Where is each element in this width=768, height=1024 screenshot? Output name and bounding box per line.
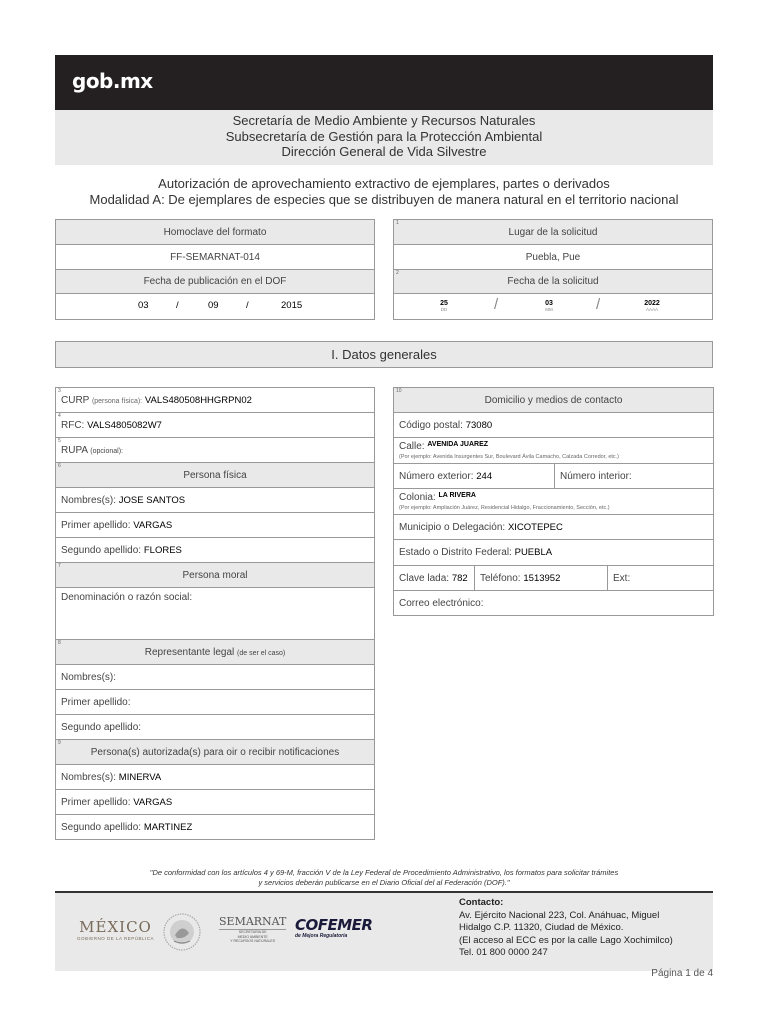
telefono-label: Teléfono: bbox=[480, 572, 521, 584]
calle-field[interactable] bbox=[394, 438, 714, 464]
representante-heading bbox=[56, 640, 375, 665]
aut-segundo-apellido-value: MARTINEZ bbox=[143, 821, 193, 833]
field-number-5: 5 bbox=[58, 438, 61, 444]
agency-line-2: Subsecretaría de Gestión para la Protección Ambiental bbox=[225, 128, 543, 144]
segundo-apellido-field[interactable] bbox=[56, 538, 375, 563]
aut-primer-apellido-label: Primer apellido: bbox=[61, 796, 131, 808]
razon-social-label: Denominación o razón social: bbox=[61, 592, 193, 603]
rupa-note: (opcional): bbox=[90, 447, 123, 455]
colonia-label: Colonia: bbox=[399, 492, 436, 503]
rupa-field[interactable] bbox=[56, 438, 375, 463]
rupa-label: RUPA bbox=[61, 444, 88, 456]
mexico-logo bbox=[77, 918, 154, 941]
dof-day: 03 bbox=[138, 300, 149, 311]
semarnat-logo-text: SEMARNAT bbox=[219, 915, 287, 928]
request-day-label: DD bbox=[440, 307, 448, 312]
lugar-label-cell bbox=[394, 220, 713, 245]
field-number-1: 1 bbox=[396, 220, 399, 226]
rep-segundo-apellido-field[interactable]: Segundo apellido: bbox=[56, 715, 375, 740]
field-number-7: 7 bbox=[58, 563, 61, 569]
telefono-field[interactable] bbox=[475, 566, 608, 591]
semarnat-sub-2: MEDIO AMBIENTE bbox=[237, 934, 268, 939]
request-sep-1: / bbox=[494, 296, 499, 313]
rep-primer-apellido-field[interactable]: Primer apellido: bbox=[56, 690, 375, 715]
section-heading-datos-generales: I. Datos generales bbox=[55, 341, 713, 368]
municipio-value: XICOTEPEC bbox=[507, 521, 563, 533]
semarnat-logo-subtext bbox=[219, 929, 286, 944]
curp-field[interactable] bbox=[56, 388, 375, 413]
field-number-6: 6 bbox=[58, 463, 61, 469]
lada-field[interactable] bbox=[394, 566, 475, 591]
dof-month: 09 bbox=[208, 300, 219, 311]
domicilio-heading bbox=[394, 388, 714, 413]
request-sep-2: / bbox=[596, 296, 601, 313]
aut-primer-apellido-field[interactable] bbox=[56, 790, 375, 815]
dof-sep-1: / bbox=[176, 300, 179, 311]
aut-nombres-field[interactable] bbox=[56, 765, 375, 790]
representante-note: (de ser el caso) bbox=[237, 649, 286, 657]
cp-label: Código postal: bbox=[399, 419, 463, 431]
lada-label: Clave lada: bbox=[399, 572, 450, 584]
legal-note-line-2: y servicios deberán publicarse en el Diario Oficial del al Federación (DOF)." bbox=[258, 878, 510, 887]
persona-moral-title: Persona moral bbox=[182, 569, 248, 581]
page-number: Página 1 de 4 bbox=[651, 968, 713, 979]
lada-value: 782 bbox=[451, 572, 468, 584]
request-year-label: AAAA bbox=[645, 307, 658, 312]
contact-line-3: (El acceso al ECC es por la calle Lago Xochimilco) bbox=[459, 934, 673, 946]
format-info-table bbox=[55, 219, 375, 320]
homoclave-label: Homoclave del formato bbox=[56, 220, 375, 245]
field-number-9: 9 bbox=[58, 740, 61, 746]
national-seal-icon bbox=[163, 911, 201, 953]
cofemer-logo bbox=[295, 916, 372, 939]
estado-value: PUEBLA bbox=[514, 547, 553, 558]
municipio-field[interactable] bbox=[394, 515, 714, 540]
segundo-apellido-value: FLORES bbox=[143, 544, 182, 556]
colonia-field[interactable] bbox=[394, 489, 714, 515]
telefono-value: 1513952 bbox=[523, 572, 561, 584]
rep-nombres-field[interactable]: Nombres(s): bbox=[56, 665, 375, 690]
municipio-label: Municipio o Delegación: bbox=[399, 521, 506, 533]
numext-value: 244 bbox=[476, 470, 493, 482]
numext-field[interactable] bbox=[394, 464, 555, 489]
semarnat-sub-3: Y RECURSOS NATURALES bbox=[230, 939, 276, 943]
colonia-hint: (Por ejemplo: Ampliación Juárez, Residencial Hidalgo, Fraccionamiento, Sección, etc.) bbox=[399, 505, 610, 511]
lugar-value[interactable]: Puebla, Pue bbox=[394, 245, 713, 270]
dof-date-label: Fecha de publicación en el DOF bbox=[56, 270, 375, 294]
aut-nombres-label: Nombres(s): bbox=[61, 771, 117, 783]
header-bar bbox=[55, 55, 713, 110]
contact-title: Contacto: bbox=[459, 897, 504, 908]
dof-date-value bbox=[56, 294, 375, 320]
primer-apellido-label: Primer apellido: bbox=[61, 519, 131, 531]
curp-label: CURP bbox=[61, 394, 90, 406]
semarnat-logo bbox=[219, 915, 286, 944]
aut-segundo-apellido-field[interactable] bbox=[56, 815, 375, 840]
contact-table bbox=[393, 387, 714, 616]
mexico-logo-text: MÉXICO bbox=[79, 918, 152, 936]
colonia-value: LA RIVERA bbox=[438, 492, 476, 499]
contact-phone[interactable]: Tel. 01 800 0000 247 bbox=[459, 947, 548, 958]
field-number-10: 10 bbox=[396, 388, 402, 394]
persona-fisica-title: Persona física bbox=[183, 469, 247, 481]
estado-label: Estado o Distrito Federal: bbox=[399, 547, 512, 558]
legal-note-line-1: "De conformidad con los artículos 4 y 69-M, fracción V de la Ley Federal de Procedimiento Administrativo, los formatos para solicitar trámites bbox=[149, 868, 619, 877]
cp-field[interactable] bbox=[394, 413, 714, 438]
calle-hint: (Por ejemplo: Avenida Insurgentes Sur, Boulevard Ávila Camacho, Calzada Corredor, etc.) bbox=[399, 454, 620, 460]
curp-value: VALS480508HHGRPN02 bbox=[144, 394, 252, 406]
gob-mx-logo[interactable]: gob.mx bbox=[72, 69, 153, 93]
field-number-2: 2 bbox=[396, 270, 399, 276]
cofemer-logo-text: COFEMER bbox=[295, 916, 373, 934]
domicilio-title: Domicilio y medios de contacto bbox=[484, 394, 623, 406]
cp-value: 73080 bbox=[465, 419, 493, 431]
lugar-label: Lugar de la solicitud bbox=[508, 226, 598, 238]
form-title-line-2: Modalidad A: De ejemplares de especies que se distribuyen de manera natural en el territorio nacional bbox=[89, 192, 679, 207]
fecha-label: Fecha de la solicitud bbox=[507, 276, 599, 287]
dof-sep-2: / bbox=[246, 300, 249, 311]
persona-fisica-heading bbox=[56, 463, 375, 488]
contact-line-2: Hidalgo C.P. 11320, Ciudad de México. bbox=[459, 922, 624, 933]
persona-moral-heading bbox=[56, 563, 375, 588]
cofemer-logo-subtext: de Mejora Regulatoria bbox=[295, 933, 348, 939]
primer-apellido-field[interactable] bbox=[56, 513, 375, 538]
numint-field[interactable]: Número interior: bbox=[555, 464, 714, 489]
ext-field[interactable]: Ext: bbox=[608, 566, 714, 591]
dof-year: 2015 bbox=[281, 300, 303, 311]
fecha-value-cell[interactable] bbox=[394, 294, 713, 320]
correo-field[interactable]: Correo electrónico: bbox=[394, 591, 714, 616]
general-data-table bbox=[55, 387, 375, 840]
segundo-apellido-label: Segundo apellido: bbox=[61, 544, 142, 556]
razon-social-field[interactable] bbox=[56, 588, 375, 640]
contact-block bbox=[459, 897, 673, 960]
request-year: 2022 bbox=[644, 300, 660, 307]
field-number-3: 3 bbox=[58, 388, 61, 394]
request-month: 03 bbox=[545, 300, 553, 307]
semarnat-sub-1: SECRETARÍA DE bbox=[238, 930, 267, 934]
aut-primer-apellido-value: VARGAS bbox=[133, 796, 173, 808]
representante-title: Representante legal bbox=[144, 646, 235, 658]
calle-label: Calle: bbox=[399, 441, 425, 452]
field-number-4: 4 bbox=[58, 413, 61, 419]
estado-field[interactable] bbox=[394, 540, 714, 566]
agency-line-1: Secretaría de Medio Ambiente y Recursos Naturales bbox=[232, 113, 536, 128]
field-number-8: 8 bbox=[58, 640, 61, 646]
rfc-field[interactable] bbox=[56, 413, 375, 438]
request-day: 25 bbox=[440, 300, 448, 307]
primer-apellido-value: VARGAS bbox=[133, 519, 173, 531]
rfc-value: VALS4805082W7 bbox=[87, 419, 162, 431]
aut-segundo-apellido-label: Segundo apellido: bbox=[61, 821, 142, 833]
fecha-label-cell bbox=[394, 270, 713, 294]
autorizadas-title: Persona(s) autorizada(s) para oir o recibir notificaciones bbox=[90, 746, 340, 758]
numext-label: Número exterior: bbox=[399, 470, 474, 482]
request-info-table bbox=[393, 219, 713, 320]
mexico-logo-subtext: GOBIERNO DE LA REPÚBLICA bbox=[77, 936, 155, 941]
autorizadas-heading bbox=[56, 740, 375, 765]
nombres-field[interactable] bbox=[56, 488, 375, 513]
agency-line-3: Dirección General de Vida Silvestre bbox=[281, 144, 487, 159]
nombres-value: JOSE SANTOS bbox=[118, 494, 186, 506]
form-title-line-1: Autorización de aprovechamiento extractivo de ejemplares, partes o derivados bbox=[158, 176, 610, 191]
homoclave-value: FF-SEMARNAT-014 bbox=[56, 245, 375, 270]
nombres-label: Nombres(s): bbox=[61, 494, 117, 506]
agency-band bbox=[55, 110, 713, 165]
aut-nombres-value: MINERVA bbox=[118, 771, 162, 783]
rfc-label: RFC: bbox=[61, 419, 85, 431]
contact-line-1: Av. Ejército Nacional 223, Col. Anáhuac, Miguel bbox=[459, 909, 660, 921]
calle-value: AVENIDA JUAREZ bbox=[427, 441, 489, 448]
form-title bbox=[55, 176, 713, 208]
curp-note: (persona física): bbox=[91, 397, 143, 405]
legal-note bbox=[55, 868, 713, 888]
request-month-label: MM bbox=[545, 307, 553, 312]
